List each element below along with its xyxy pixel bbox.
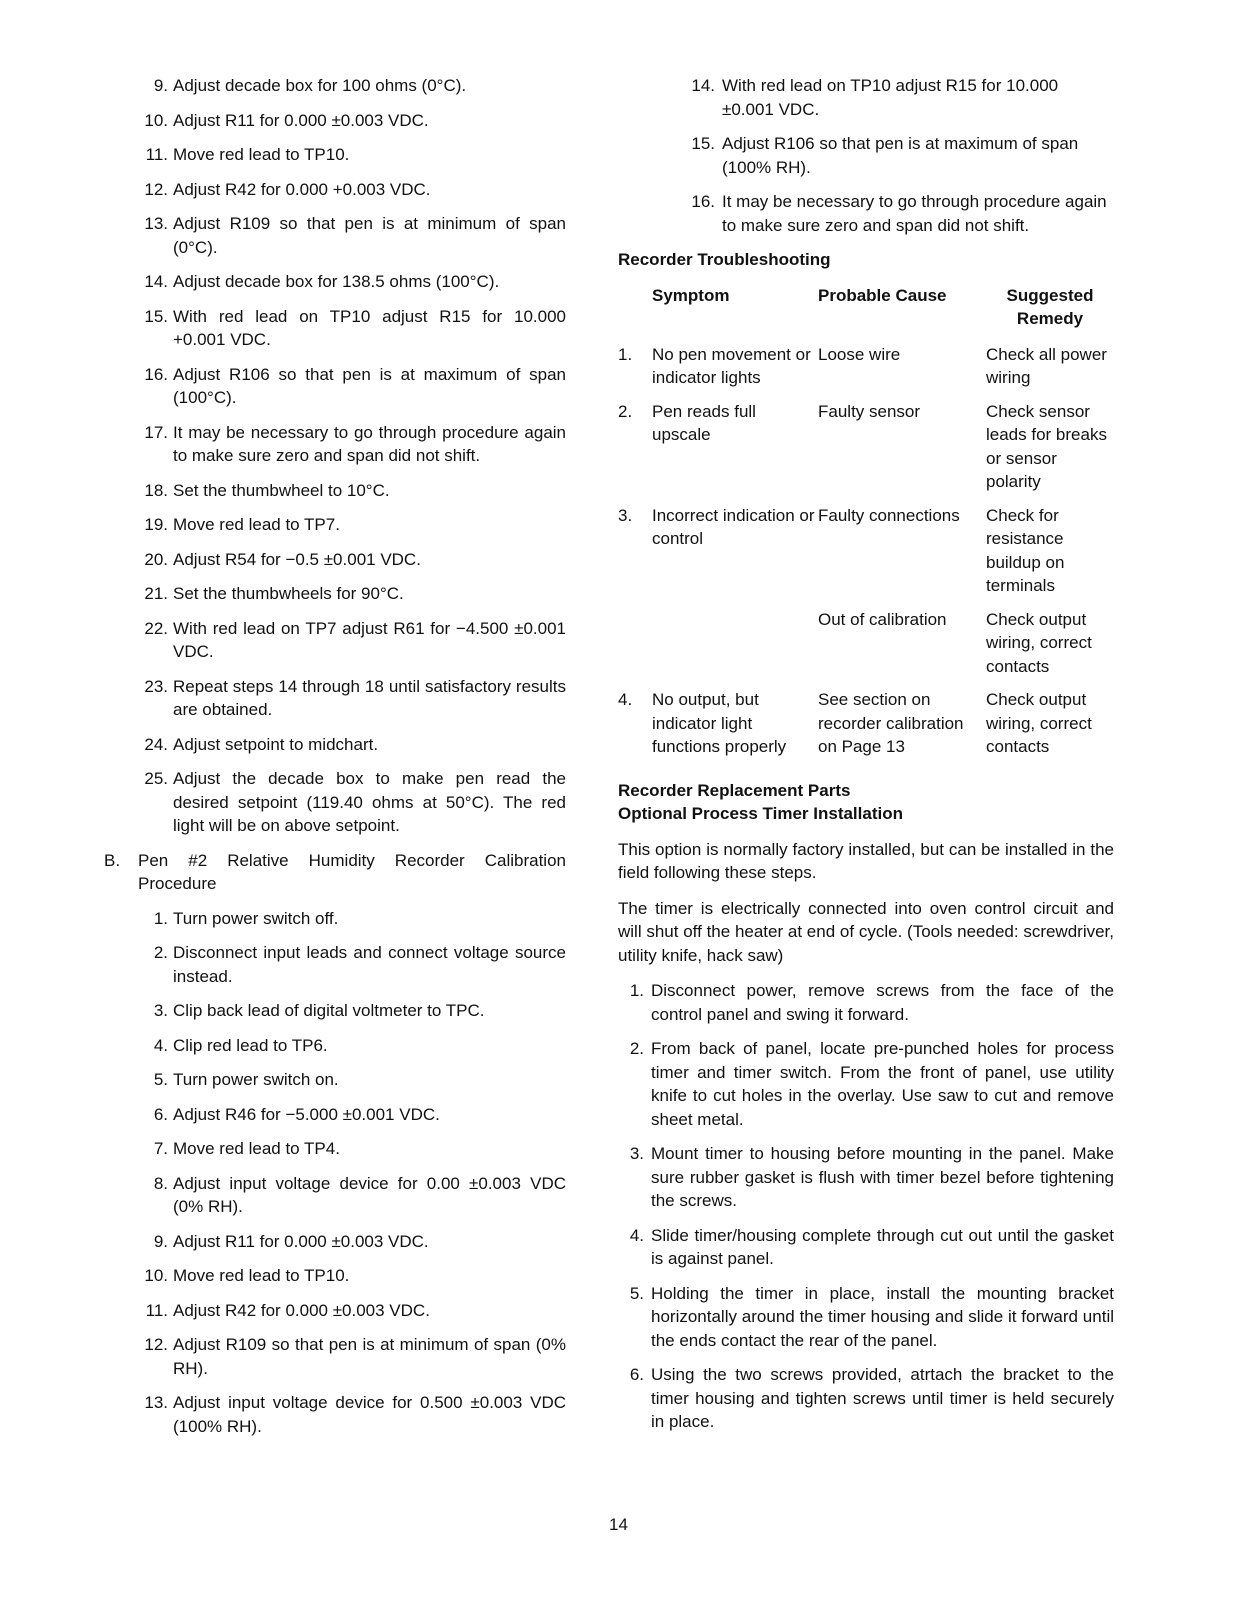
step-text: Adjust the decade box to make pen read the desired setpoint (119.40 ohms at 50°C). The red light will be on above setpoint. [173, 769, 566, 835]
step-number: 3. [153, 1001, 168, 1020]
step-text: Adjust decade box for 100 ohms (0°C). [173, 76, 467, 95]
replacement-parts-heading: Recorder Replacement Parts [618, 780, 851, 800]
step-text: Adjust R106 so that pen is at maximum of span (100°C). [173, 364, 566, 407]
list-item [104, 907, 566, 931]
step-number: 18. [144, 480, 168, 500]
list-item [104, 363, 566, 410]
list-item [104, 1068, 566, 1092]
cause-cell: Out of calibration [818, 609, 947, 629]
step-number: 5. [629, 1283, 644, 1303]
step-text: Adjust R42 for 0.000 ±0.003 VDC. [173, 1300, 430, 1320]
list-item [618, 1224, 1114, 1271]
row-number: 2. [618, 401, 633, 421]
list-item [104, 1172, 566, 1219]
table-row [618, 608, 1114, 689]
step-number: 14. [144, 272, 168, 291]
list-item [104, 143, 566, 167]
step-number: 9. [153, 76, 168, 95]
step-text: Adjust decade box for 138.5 ohms (100°C). [173, 272, 500, 291]
list-item [104, 548, 566, 572]
cause-cell: Faulty connections [818, 505, 960, 525]
remedy-cell: Check all power wiring [986, 344, 1107, 387]
step-text: Set the thumbwheels for 90°C. [173, 584, 404, 603]
step-text: Set the thumbwheel to 10°C. [173, 480, 390, 500]
list-item [104, 675, 566, 722]
remedy-cell: Check for resistance buildup on terminals [986, 505, 1065, 595]
step-number: 16. [144, 364, 168, 384]
step-text: Adjust input voltage device for 0.00 ±0.003 VDC (0% RH). [173, 1173, 566, 1216]
list-item [104, 1333, 566, 1380]
step-number: 25. [144, 769, 168, 788]
step-number: 6. [629, 1365, 644, 1384]
step-number: 11. [145, 145, 168, 164]
section-letter: B. [104, 850, 121, 870]
step-list-a [104, 74, 566, 838]
step-number: 5. [153, 1070, 168, 1089]
list-item [104, 999, 566, 1023]
step-number: 15. [144, 306, 168, 326]
list-item [104, 74, 566, 98]
step-number: 19. [144, 515, 168, 534]
step-text: Move red lead to TP10. [173, 145, 350, 164]
list-item [104, 109, 566, 133]
list-item [104, 513, 566, 537]
step-number: 4. [629, 1225, 644, 1245]
step-text: It may be necessary to go through procedure again to make sure zero and span did not shift. [173, 422, 566, 465]
step-number: 12. [144, 179, 168, 199]
list-item [104, 305, 566, 352]
row-number: 4. [618, 690, 633, 709]
list-item [104, 212, 566, 259]
row-number [618, 608, 652, 689]
timer-description-paragraph: The timer is electrically connected into oven control circuit and will shut off the heater at end of cycle. (Tools needed: screwdriver, utility knife, hack saw) [618, 898, 1114, 965]
step-number: 20. [144, 549, 168, 569]
list-item [104, 1391, 566, 1438]
symptom-cell: No output, but indicator light functions properly [652, 690, 787, 756]
step-text: Adjust R11 for 0.000 ±0.003 VDC. [173, 110, 429, 130]
step-text: Clip back lead of digital voltmeter to TPC. [173, 1001, 485, 1020]
table-header-row [618, 284, 1114, 343]
symptom-cell [652, 608, 818, 689]
section-title: Pen #2 Relative Humidity Recorder Calibration Procedure [138, 850, 566, 893]
table-row [618, 400, 1114, 504]
symptom-cell: Pen reads full upscale [652, 401, 756, 444]
step-number: 16. [691, 192, 715, 211]
step-number: 6. [153, 1104, 168, 1124]
step-text: Clip red lead to TP6. [173, 1035, 328, 1055]
step-text: Slide timer/housing complete through cut out until the gasket is against panel. [651, 1225, 1114, 1268]
step-number: 24. [144, 734, 168, 754]
list-item [104, 1137, 566, 1161]
remedy-cell: Check output wiring, correct contacts [986, 609, 1092, 676]
step-text: Adjust R11 for 0.000 ±0.003 VDC. [173, 1231, 429, 1251]
table-row [618, 504, 1114, 608]
step-number: 2. [153, 943, 168, 962]
row-number: 3. [618, 505, 633, 525]
remedy-cell: Check output wiring, correct contacts [986, 690, 1092, 756]
step-text: Turn power switch off. [173, 908, 339, 928]
step-number: 4. [153, 1035, 168, 1055]
step-number: 17. [144, 422, 168, 442]
cause-cell: Loose wire [818, 344, 901, 364]
list-item [104, 421, 566, 468]
step-list-b [104, 907, 566, 1439]
step-text: Turn power switch on. [173, 1070, 339, 1089]
step-number: 13. [144, 214, 168, 233]
step-text: With red lead on TP10 adjust R15 for 10.000 +0.001 VDC. [173, 306, 566, 349]
list-item [104, 617, 566, 664]
troubleshooting-table [618, 284, 1114, 769]
step-number: 13. [144, 1393, 168, 1412]
step-number: 9. [153, 1231, 168, 1251]
right-column [618, 74, 1114, 1445]
section-b-heading [104, 849, 566, 896]
step-text: Adjust setpoint to midchart. [173, 734, 379, 754]
step-text: Adjust input voltage device for 0.500 ±0.003 VDC (100% RH). [173, 1393, 566, 1436]
step-number: 21. [144, 584, 168, 603]
column-header-remedy: Suggested Remedy [1006, 285, 1094, 328]
cause-cell: See section on recorder calibration on Page 13 [818, 690, 964, 756]
step-text: Disconnect input leads and connect voltage source instead. [173, 943, 566, 986]
list-item [104, 1264, 566, 1288]
list-item [618, 190, 1114, 237]
symptom-cell: Incorrect indication or control [652, 505, 815, 548]
step-text: Adjust R109 so that pen is at minimum of span (0% RH). [173, 1335, 566, 1378]
step-number: 3. [629, 1144, 644, 1163]
list-item [104, 479, 566, 503]
list-item [618, 1363, 1114, 1434]
table-row [618, 688, 1114, 769]
timer-step-list [618, 979, 1114, 1434]
column-header-symptom: Symptom [652, 285, 730, 305]
step-number: 23. [144, 676, 168, 696]
list-item [618, 132, 1114, 179]
row-number: 1. [618, 344, 633, 364]
step-text: Adjust R109 so that pen is at minimum of span (0°C). [173, 214, 566, 257]
symptom-cell: No pen movement or indicator lights [652, 344, 811, 387]
list-item [104, 941, 566, 988]
list-item [104, 1034, 566, 1058]
step-text: Move red lead to TP10. [173, 1266, 350, 1285]
list-item [104, 178, 566, 202]
step-text: Repeat steps 14 through 18 until satisfactory results are obtained. [173, 676, 566, 719]
step-number: 7. [153, 1139, 168, 1158]
timer-installation-heading: Optional Process Timer Installation [618, 804, 903, 823]
step-number: 1. [153, 908, 168, 928]
timer-intro-paragraph: This option is normally factory installed, but can be installed in the field following these steps. [618, 839, 1114, 882]
step-number: 15. [691, 134, 715, 153]
step-number: 8. [153, 1173, 168, 1193]
list-item [104, 767, 566, 838]
step-text: From back of panel, locate pre-punched holes for process timer and timer switch. From the front of panel, use utility knife to cut holes in the overlay. Use saw to cut and remove sheet metal. [651, 1039, 1114, 1129]
list-item [104, 733, 566, 757]
step-text: Move red lead to TP4. [173, 1139, 340, 1158]
list-item [618, 74, 1114, 121]
page-number: 14 [609, 1515, 628, 1534]
step-text: Adjust R42 for 0.000 +0.003 VDC. [173, 179, 431, 199]
list-item [618, 1142, 1114, 1213]
step-text: With red lead on TP10 adjust R15 for 10.000 ±0.001 VDC. [722, 76, 1059, 119]
troubleshooting-heading: Recorder Troubleshooting [618, 250, 831, 269]
step-number: 10. [144, 110, 168, 130]
step-text: With red lead on TP7 adjust R61 for −4.500 ±0.001 VDC. [173, 618, 566, 661]
remedy-cell: Check sensor leads for breaks or sensor polarity [986, 401, 1107, 491]
step-number: 11. [145, 1300, 168, 1320]
table-row [618, 343, 1114, 400]
list-item [618, 979, 1114, 1026]
column-header-cause: Probable Cause [818, 285, 947, 305]
step-text: Adjust R106 so that pen is at maximum of span (100% RH). [722, 134, 1079, 177]
step-text: Adjust R54 for −0.5 ±0.001 VDC. [173, 549, 421, 569]
list-item [104, 1299, 566, 1323]
step-number: 1. [629, 981, 644, 1000]
step-number: 22. [144, 618, 168, 638]
step-text: Adjust R46 for −5.000 ±0.001 VDC. [173, 1104, 440, 1124]
step-text: It may be necessary to go through procedure again to make sure zero and span did not shift. [722, 192, 1107, 235]
list-item [104, 1103, 566, 1127]
left-column [104, 74, 566, 1449]
step-number: 14. [691, 76, 715, 95]
cause-cell: Faulty sensor [818, 401, 921, 421]
list-item [618, 1037, 1114, 1131]
step-text: Mount timer to housing before mounting in the panel. Make sure rubber gasket is flush with timer bezel before tightening the screws. [651, 1144, 1114, 1210]
list-item [104, 1230, 566, 1254]
step-text: Move red lead to TP7. [173, 515, 340, 534]
list-item [104, 270, 566, 294]
step-text: Disconnect power, remove screws from the face of the control panel and swing it forward. [651, 981, 1114, 1024]
step-number: 12. [144, 1335, 168, 1354]
step-number: 2. [629, 1039, 644, 1058]
step-text: Holding the timer in place, install the mounting bracket horizontally around the timer housing and slide it forward until the ends contact the rear of the panel. [651, 1283, 1114, 1350]
step-number: 10. [144, 1266, 168, 1285]
step-list-b-continued [618, 74, 1114, 237]
list-item [618, 1282, 1114, 1353]
list-item [104, 582, 566, 606]
step-text: Using the two screws provided, atrtach the bracket to the timer housing and tighten screws until timer is held securely in place. [651, 1365, 1114, 1431]
